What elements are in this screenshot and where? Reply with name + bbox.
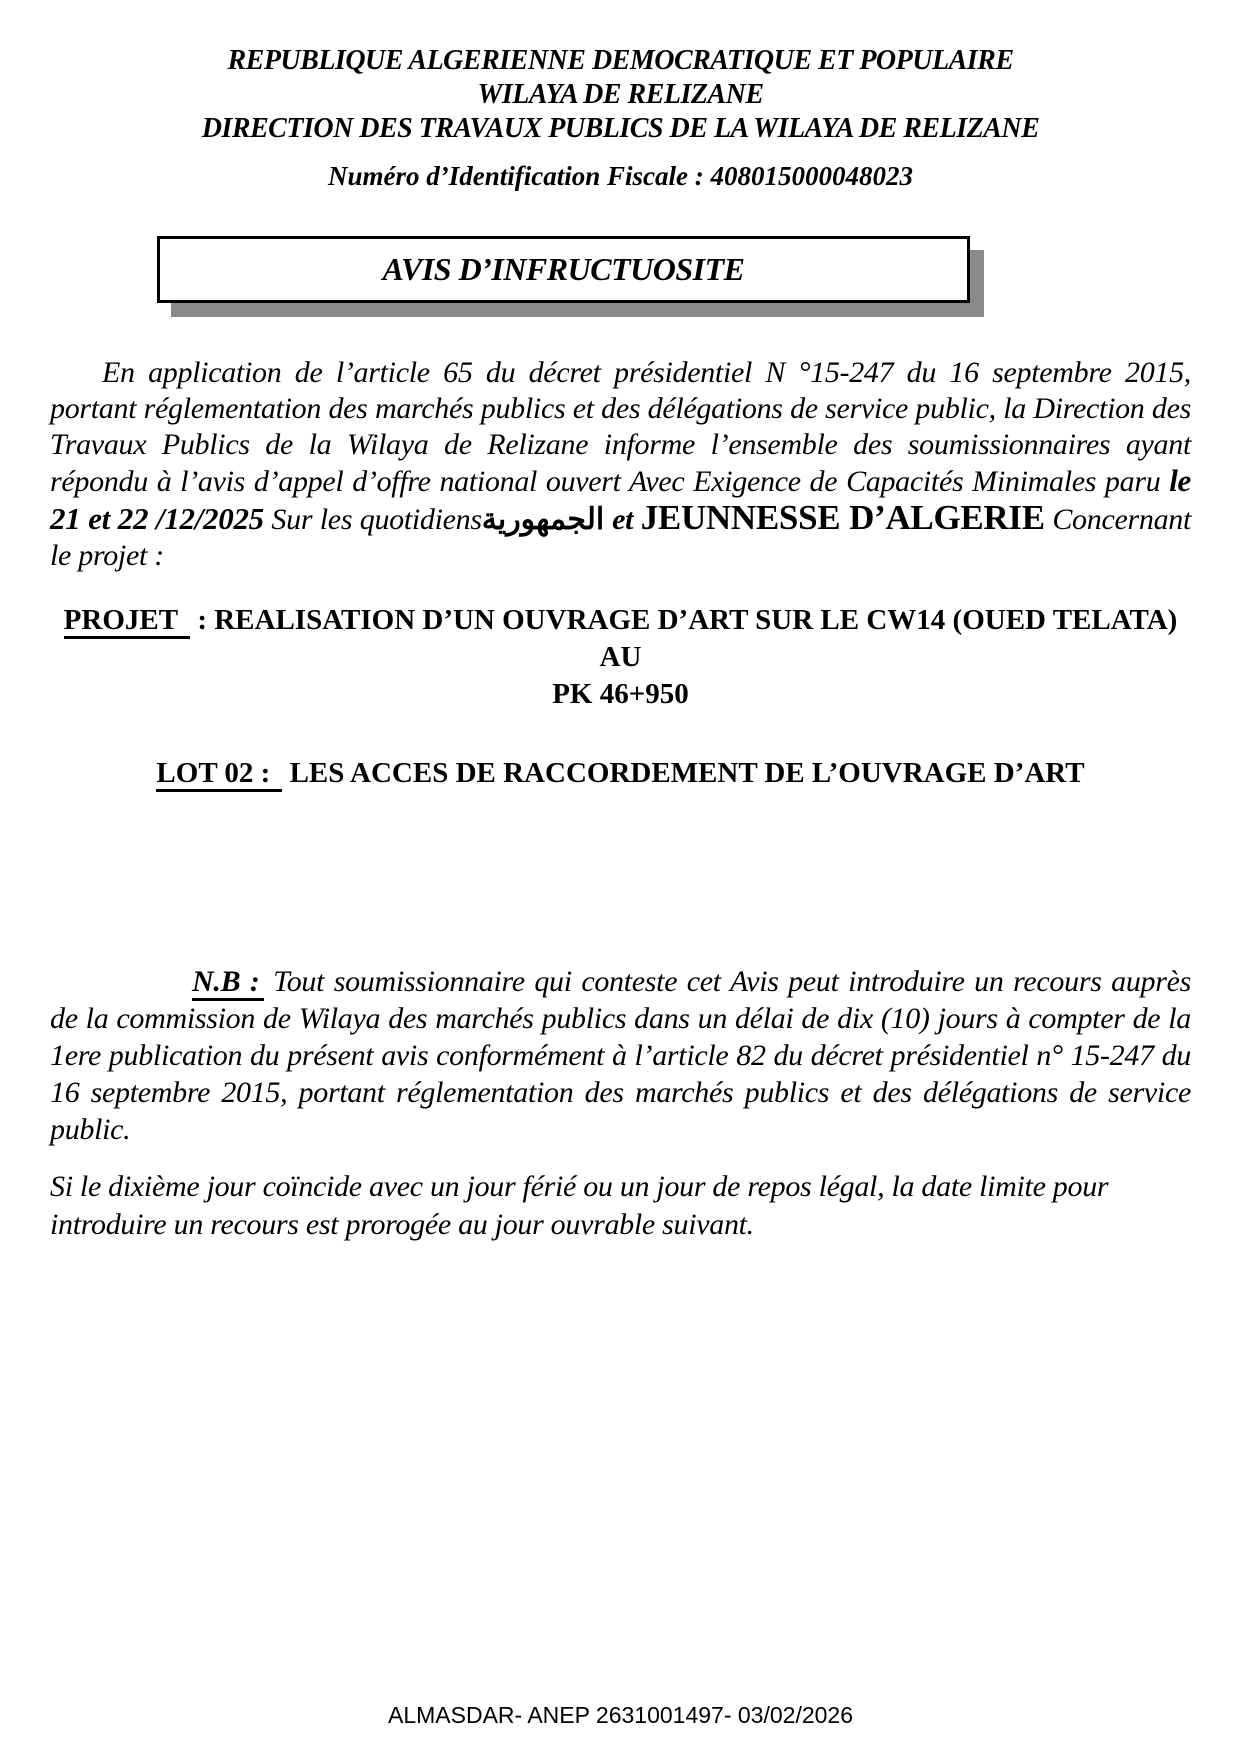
fiscal-id-line: Numéro d’Identification Fiscale : 408015000048023 bbox=[328, 161, 913, 191]
notice-title-box bbox=[157, 236, 970, 303]
et-conjunction: et bbox=[604, 503, 641, 536]
header-line-wilaya: WILAYA DE RELIZANE bbox=[477, 79, 764, 110]
arabic-newspaper-name: الجمهورية bbox=[481, 503, 605, 536]
project-title-line2: PK 46+950 bbox=[552, 678, 689, 710]
footer-imprint: ALMASDAR- ANEP 2631001497- 03/02/2026 bbox=[388, 1702, 853, 1728]
document-header bbox=[50, 44, 1191, 192]
intro-text: En application de l’article 65 du décret présidentiel N °15-247 du 16 septembre 2015, portant réglementation des marchés publics et des délégations de service public, la Direction des Travaux Publics de la Wilaya de Relizane informe l’ensemble des soumissionnaires ayant répondu à l’avis d’appel d’offre national ouvert Avec Exigence de Capacités Minimales paru bbox=[50, 356, 1191, 498]
newspaper-name: JEUNNESSE D’ALGERIE bbox=[640, 498, 1045, 537]
intro-outro-text: Concernant le projet : bbox=[50, 503, 1191, 572]
intro-mid-text: Sur les quotidiens bbox=[263, 503, 482, 536]
nb-paragraph bbox=[50, 963, 1191, 1148]
header-line-republic: REPUBLIQUE ALGERIENNE DEMOCRATIQUE ET POPULAIRE bbox=[227, 45, 1014, 76]
publication-dates: le 21 et 22 /12/2025 bbox=[50, 463, 1191, 536]
intro-paragraph bbox=[50, 355, 1191, 574]
lot-title: LES ACCES DE RACCORDEMENT DE L’OUVRAGE D’ART bbox=[282, 757, 1085, 789]
lot-heading bbox=[50, 755, 1191, 791]
project-title-line1: : REALISATION D’UN OUVRAGE D’ART SUR LE CW14 (OUED TELATA) AU bbox=[197, 604, 1178, 673]
lot-label: LOT 02 : bbox=[156, 757, 282, 792]
notice-title: AVIS D’INFRUCTUOSITE bbox=[382, 251, 745, 287]
nb-text: Tout soumissionnaire qui conteste cet Avis peut introduire un recours auprès de la commission de Wilaya des marchés publics dans un délai de dix (10) jours à compter de la 1ere publication du présent avis conformément à l’article 82 du décret présidentiel n° 15-247 du 16 septembre 2015, portant réglementation des marchés publics et des délégations de service public. bbox=[50, 965, 1191, 1146]
header-line-direction: DIRECTION DES TRAVAUX PUBLICS DE LA WILAYA DE RELIZANE bbox=[201, 113, 1040, 144]
project-heading bbox=[50, 602, 1191, 713]
nb-label: N.B : bbox=[192, 965, 264, 1001]
project-label: PROJET bbox=[64, 604, 190, 639]
recourse-deadline-note: Si le dixième jour coïncide avec un jour férié ou un jour de repos légal, la date limite pour introduire un recours est prorogée au jour ouvrable suivant. bbox=[50, 1170, 1109, 1241]
